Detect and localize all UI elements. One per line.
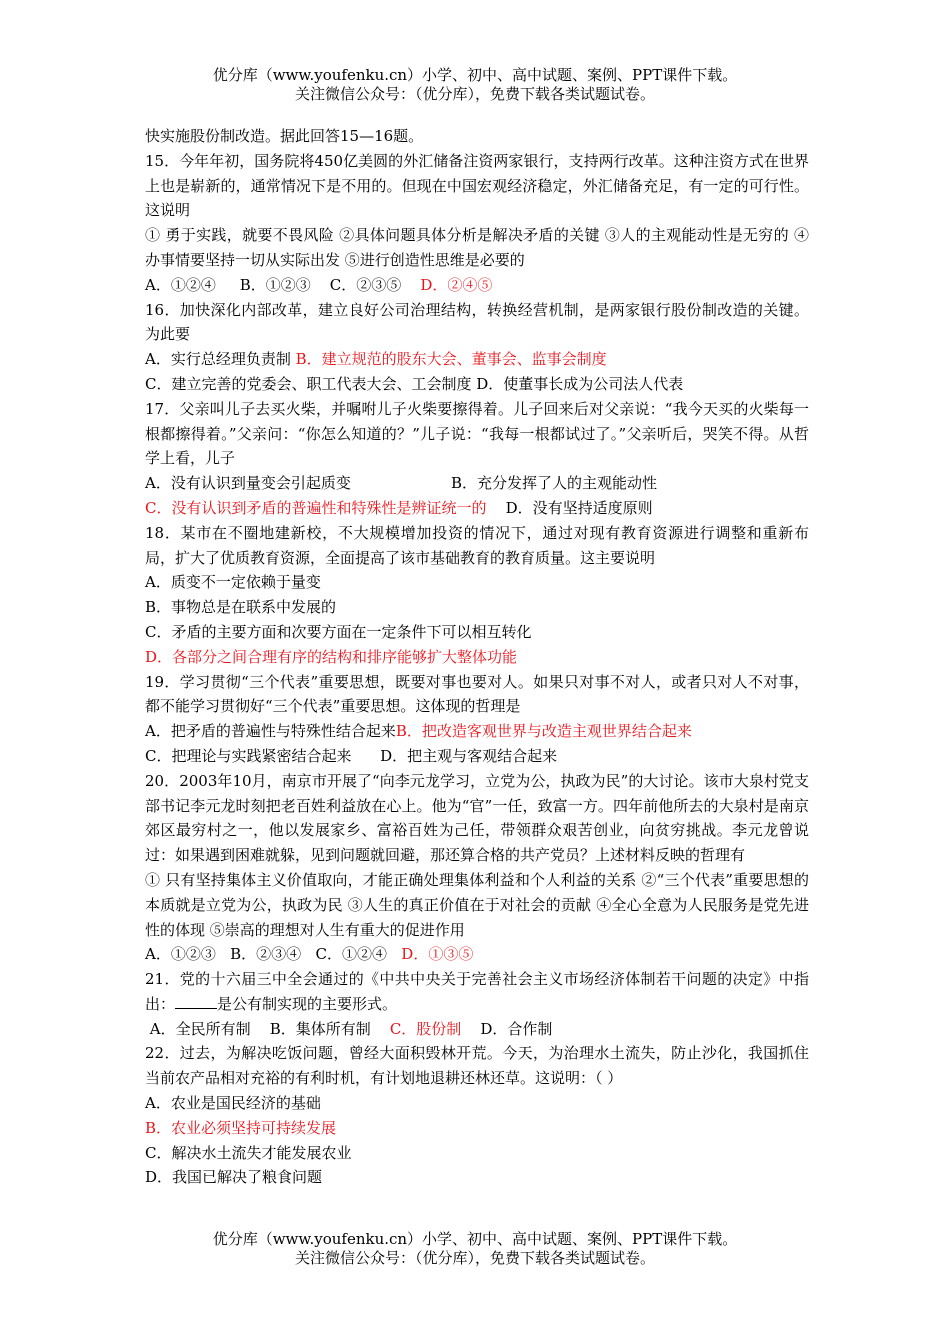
q19-stem: 19．学习贯彻“三个代表”重要思想，既要对事也要对人。如果只对事不对人，或者只对人不对事，都不能学习贯彻好“三个代表”重要思想。这体现的哲理是	[145, 672, 809, 716]
q19-option-c: C．把理论与实践紧密结合起来	[145, 746, 352, 765]
q17-option-c: C．没有认识到矛盾的普遍性和特殊性是辨证统一的	[145, 498, 487, 517]
q17-stem: 17．父亲叫儿子去买火柴，并嘱咐儿子火柴要擦得着。儿子回来后对父亲说：“我今天买的火柴每一根都擦得着。”父亲问：“你怎么知道的？”儿子说：“我每一根都试过了。”父亲听后，哭笑不得。从哲学上看，儿子	[145, 399, 809, 468]
q15-option-c: C．②③⑤	[329, 275, 402, 294]
q18-option-b: B．事物总是在联系中发展的	[145, 598, 337, 617]
q21-option-b: B．集体所有制	[269, 1019, 371, 1038]
q22-option-d: D．我国已解决了粮食问题	[145, 1168, 323, 1187]
header-line-2: 关注微信公众号：（优分库），免费下载各类试题试卷。	[294, 85, 655, 103]
q17-options-row1	[145, 471, 809, 496]
q15-option-d: D．②④⑤	[420, 275, 493, 294]
q20-option-d: D．①③⑤	[401, 945, 474, 964]
q22-stem: 22．过去，为解决吃饭问题，曾经大面积毁林开荒。今天，为治理水土流失，防止沙化，我国抓住当前农产品相对充裕的有利时机，有计划地退耕还林还草。这说明：（ ）	[145, 1044, 809, 1088]
q16-stem: 16．加快深化内部改革，建立良好公司治理结构，转换经营机制，是两家银行股份制改造的关键。为此要	[145, 300, 809, 344]
q21-fill-blank	[175, 994, 217, 1009]
q19-options-row2	[145, 744, 809, 769]
intro-text: 快实施股份制改造。据此回答15—16题。	[145, 127, 424, 145]
q15-statements: ① 勇于实践，就要不畏风险 ②具体问题具体分析是解决矛盾的关键 ③人的主观能动性是无穷的 ④办事情要坚持一切从实际出发 ⑤进行创造性思维是必要的	[145, 226, 809, 269]
q18-option-a: A．质变不一定依赖于量变	[145, 573, 321, 592]
q17-option-d: D．没有坚持适度原则	[505, 498, 653, 517]
q20-statements: ① 只有坚持集体主义价值取向，才能正确处理集体利益和个人利益的关系 ②“三个代表”重要思想的本质就是立党为公，执政为民 ③人生的真正价值在于对社会的贡献 ④全心全意为人民服务是党先进性的体现 ⑤崇高的理想对人生有重大的促进作用	[145, 870, 809, 939]
q18-option-c: C．矛盾的主要方面和次要方面在一定条件下可以相互转化	[145, 622, 532, 641]
q16-options-row1	[145, 347, 809, 372]
q21-option-a: A．全民所有制	[149, 1019, 251, 1038]
q17-option-b: B．充分发挥了人的主观能动性	[451, 474, 658, 493]
q19-option-b: B．把改造客观世界与改造主观世界结合起来	[395, 722, 692, 741]
q20-stem: 20．2003年10月，南京市开展了“向李元龙学习，立党为公，执政为民”的大讨论。该市大泉村党支部书记李元龙时刻把老百姓利益放在心上。他为“官”一任，致富一方。四年前他所去的大泉村是南京郊区最穷村之一，他以发展家乡、富裕百姓为己任，带领群众艰苦创业，向贫穷挑战。李元龙曾说过：如果遇到困难就躲，见到问题就回避，那还算合格的共产党员？上述材料反映的哲理有	[145, 771, 809, 865]
q21-stem-after: 是公有制实现的主要形式。	[217, 994, 398, 1013]
q20-option-c: C．①②④	[315, 945, 387, 964]
q21-option-c: C．股份制	[389, 1019, 462, 1038]
exam-content	[145, 124, 809, 1190]
q21-stem-before: 21．党的十六届三中全会通过的《中共中央关于完善社会主义市场经济体制若干问题的决定》中指出：	[145, 970, 809, 1013]
footer-line-2: 关注微信公众号：（优分库），免费下载各类试题试卷。	[294, 1249, 655, 1267]
q20-option-b: B．②③④	[230, 945, 302, 964]
page-footer	[0, 1230, 950, 1268]
q20-options	[145, 942, 809, 967]
q19-options-row1	[145, 719, 809, 744]
q16-option-b: B．建立规范的股东大会、董事会、监事会制度	[295, 350, 607, 369]
q20-option-a: A．①②③	[145, 945, 216, 964]
q15-option-b: B．①②③	[239, 275, 311, 294]
q15-option-a: A．①②④	[145, 275, 216, 294]
header-line-1: 优分库（www.youfenku.cn）小学、初中、高中试题、案例、PPT课件下载。	[212, 66, 738, 84]
footer-line-1: 优分库（www.youfenku.cn）小学、初中、高中试题、案例、PPT课件下载。	[212, 1230, 738, 1248]
q17-option-a: A．没有认识到量变会引起质变	[145, 474, 351, 493]
q18-option-d: D．各部分之间合理有序的结构和排序能够扩大整体功能	[145, 647, 518, 666]
q21-options	[145, 1017, 809, 1042]
q22-option-a: A．农业是国民经济的基础	[145, 1094, 321, 1113]
q16-option-c: C．建立完善的党委会、职工代表大会、工会制度	[145, 374, 472, 393]
page-header	[0, 66, 950, 104]
q21-option-d: D．合作制	[480, 1019, 553, 1038]
q19-option-a: A．把矛盾的普遍性与特殊性结合起来	[145, 722, 396, 741]
q16-option-a: A．实行总经理负责制	[145, 350, 291, 369]
q21-stem	[145, 967, 809, 1017]
q15-options	[145, 273, 809, 298]
q15-stem: 15．今年年初，国务院将450亿美圆的外汇储备注资两家银行，支持两行改革。这种注资方式在世界上也是崭新的，通常情况下是不用的。但现在中国宏观经济稳定，外汇储备充足，有一定的可行性。这说明	[145, 151, 809, 220]
q16-options-row2	[145, 372, 809, 397]
q22-option-c: C．解决水土流失才能发展农业	[145, 1143, 352, 1162]
q19-option-d: D．把主观与客观结合起来	[380, 746, 558, 765]
q22-option-b: B．农业必须坚持可持续发展	[145, 1118, 337, 1137]
q16-option-d: D．使董事长成为公司法人代表	[476, 374, 684, 393]
q18-stem: 18．某市在不圈地建新校，不大规模增加投资的情况下，通过对现有教育资源进行调整和重新布局，扩大了优质教育资源，全面提高了该市基础教育的教育质量。这主要说明	[145, 523, 809, 567]
q17-options-row2	[145, 496, 809, 521]
